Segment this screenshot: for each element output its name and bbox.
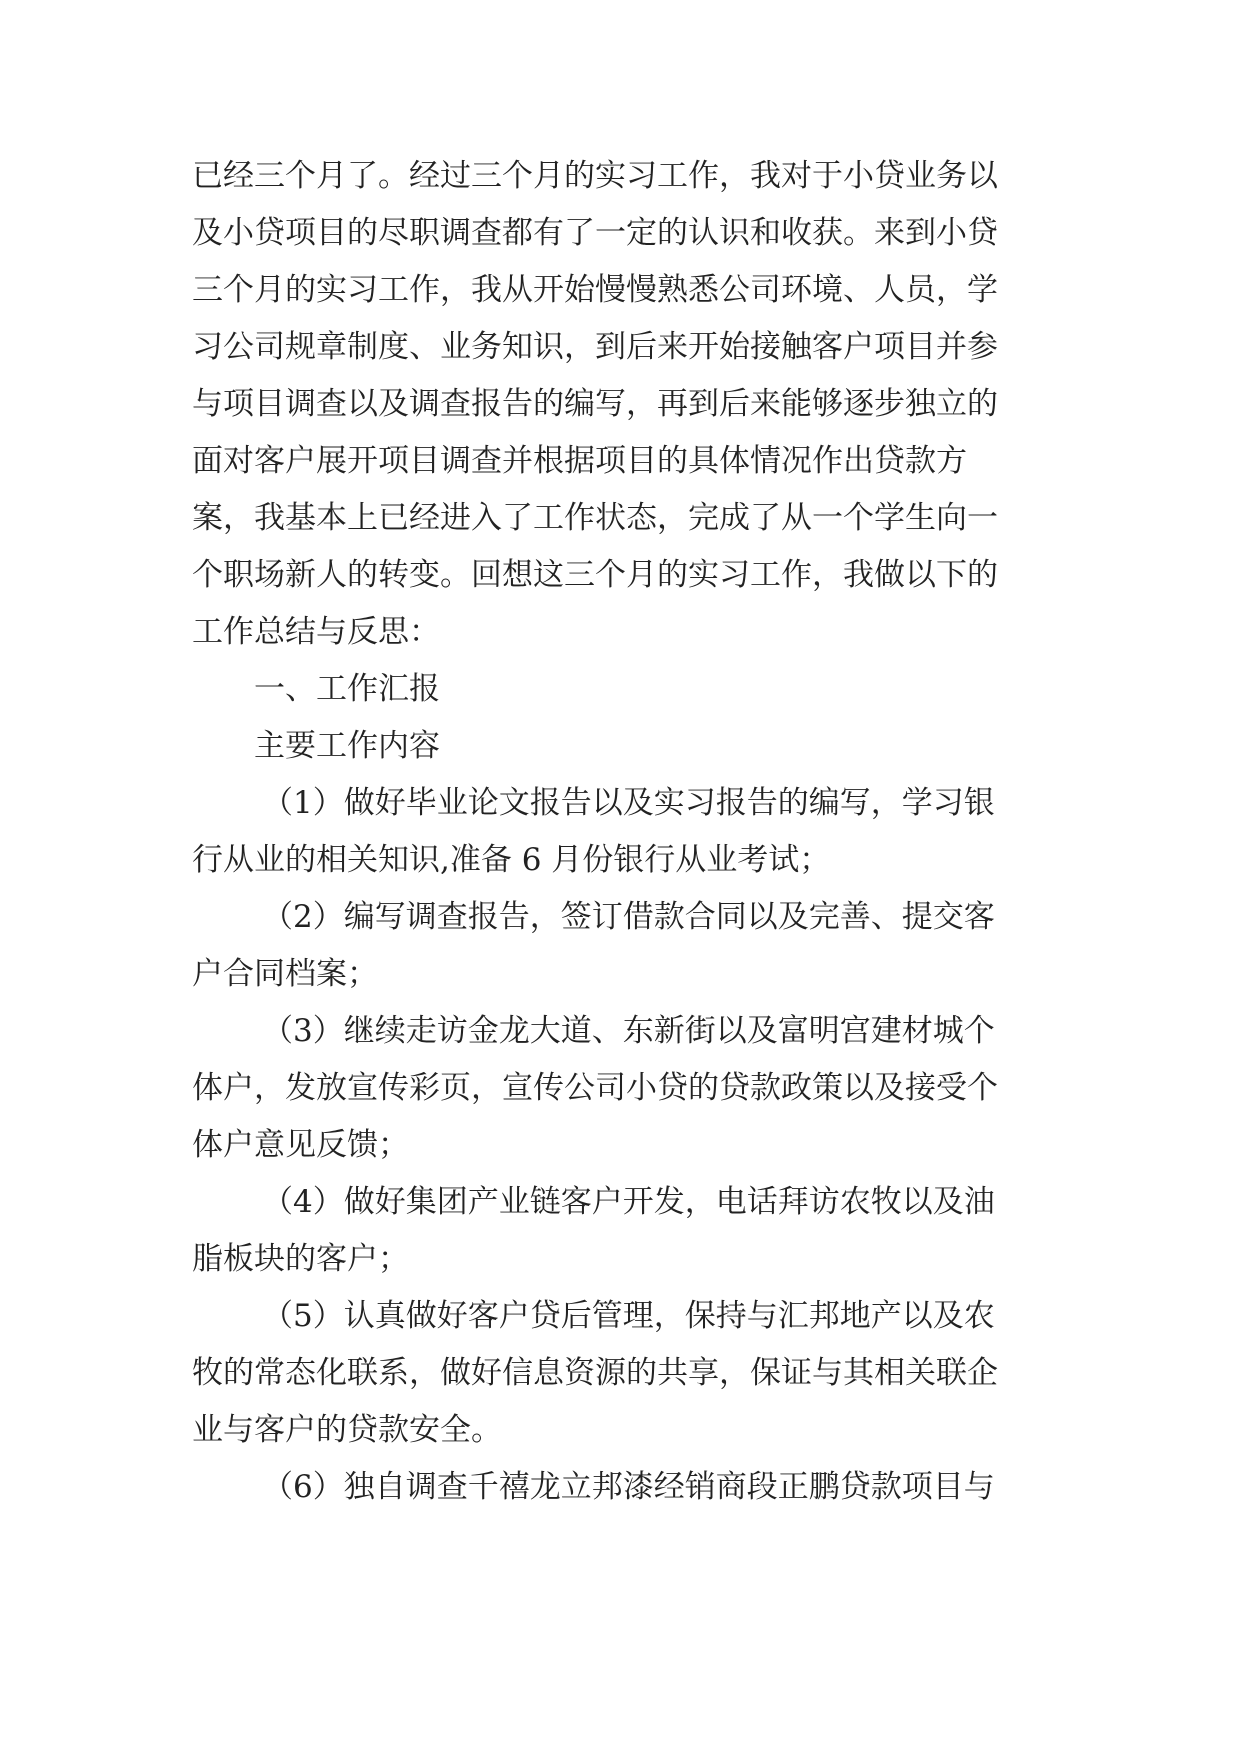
paragraph-line: 习公司规章制度、业务知识，到后来开始接触客户项目并参 [192,329,998,365]
list-item-line: （1）做好毕业论文报告以及实习报告的编写，学习银 [262,785,995,821]
list-item-line: （3）继续走访金龙大道、东新街以及富明宫建材城个 [262,1013,995,1049]
list-item-line: 体户，发放宣传彩页，宣传公司小贷的贷款政策以及接受个 [192,1070,998,1106]
list-item-line: 牧的常态化联系，做好信息资源的共享，保证与其相关联企 [192,1355,998,1391]
paragraph-line: 与项目调查以及调查报告的编写，再到后来能够逐步独立的 [192,386,998,422]
paragraph-line: 三个月的实习工作，我从开始慢慢熟悉公司环境、人员，学 [192,272,998,308]
list-item-line: （4）做好集团产业链客户开发，电话拜访农牧以及油 [262,1184,995,1220]
list-item-line: 行从业的相关知识,准备 6 月份银行从业考试； [192,842,831,878]
paragraph-line: 面对客户展开项目调查并根据项目的具体情况作出贷款方 [192,443,967,479]
paragraph-line: 工作总结与反思： [192,614,440,650]
section-heading: 一、工作汇报 [254,671,440,707]
list-item-line: （5）认真做好客户贷后管理，保持与汇邦地产以及农 [262,1298,995,1334]
list-item-line: 户合同档案； [192,956,378,992]
paragraph-line: 案，我基本上已经进入了工作状态，完成了从一个学生向一 [192,500,998,536]
paragraph-line: 个职场新人的转变。回想这三个月的实习工作，我做以下的 [192,557,998,593]
list-item-line: 体户意见反馈； [192,1127,409,1163]
list-item-line: 脂板块的客户； [192,1241,409,1277]
subheading: 主要工作内容 [254,728,440,764]
paragraph-line: 及小贷项目的尽职调查都有了一定的认识和收获。来到小贷 [192,215,998,251]
list-item-line: 业与客户的贷款安全。 [192,1412,502,1448]
list-item-line: （6）独自调查千禧龙立邦漆经销商段正鹏贷款项目与 [262,1469,995,1505]
paragraph-line: 已经三个月了。经过三个月的实习工作，我对于小贷业务以 [192,158,998,194]
list-item-line: （2）编写调查报告，签订借款合同以及完善、提交客 [262,899,995,935]
